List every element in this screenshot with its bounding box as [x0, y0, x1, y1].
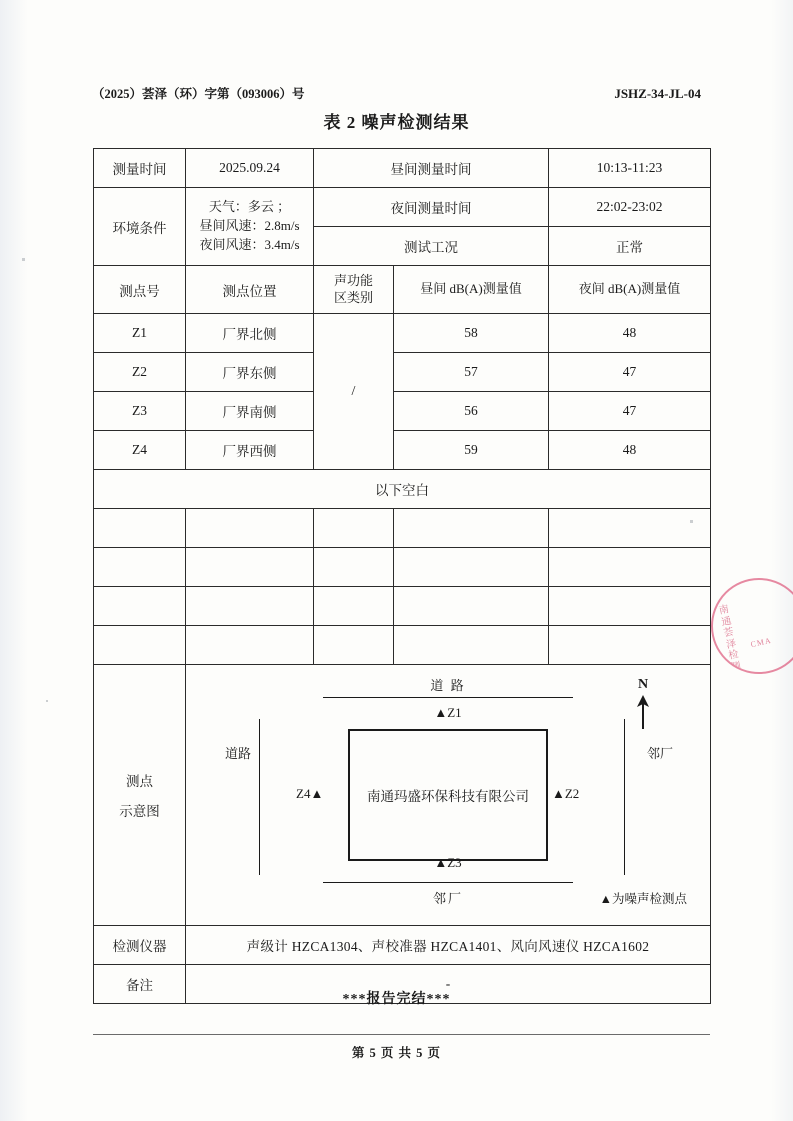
diagram-label-cell — [94, 665, 186, 926]
table-row — [94, 470, 711, 509]
empty-cell — [94, 509, 186, 548]
env-night-wind: 夜间风速：3.4m/s — [199, 236, 300, 252]
point-no: Z2 — [94, 353, 186, 392]
empty-cell — [186, 626, 314, 665]
diagram-road-top-line — [323, 697, 573, 698]
north-label: N — [637, 677, 649, 692]
scan-speck — [46, 700, 48, 702]
diagram-road-left-label: 道路 — [225, 746, 252, 761]
env-day-wind: 昼间风速：2.8m/s — [199, 218, 300, 234]
night-time-value: 22:02-23:02 — [549, 188, 711, 227]
site-layout-diagram — [186, 665, 711, 926]
table-row — [94, 548, 711, 587]
stamp-sub-text: CMA — [749, 635, 773, 650]
table-row — [94, 353, 711, 392]
noise-result-table — [93, 148, 711, 1004]
empty-cell — [186, 548, 314, 587]
zone-class-line1: 声功能 — [333, 273, 373, 289]
empty-cell — [94, 587, 186, 626]
zone-class-value: / — [314, 314, 394, 470]
night-measured-value: 47 — [549, 353, 711, 392]
factory-name-label: 南通玛盛环保科技有限公司 — [367, 789, 529, 804]
day-measured-value: 59 — [394, 431, 549, 470]
test-condition-label: 测试工况 — [314, 227, 549, 266]
north-indicator — [635, 677, 651, 734]
diagram-label-line1: 测点 — [126, 774, 153, 789]
diagram-label-line2: 示意图 — [119, 804, 160, 819]
empty-cell — [186, 509, 314, 548]
footer-divider — [93, 1034, 710, 1035]
measure-date-value: 2025.09.24 — [186, 149, 314, 188]
scan-speck — [690, 520, 693, 523]
night-time-label: 夜间测量时间 — [314, 188, 549, 227]
table-row — [94, 926, 711, 965]
diagram-neighbor-right-line — [624, 719, 625, 875]
report-number: （2025）荟泽（环）字第（093006）号 — [92, 87, 305, 101]
blank-below-note: 以下空白 — [94, 470, 711, 509]
day-measured-value: 57 — [394, 353, 549, 392]
official-stamp — [702, 569, 793, 683]
empty-cell — [394, 548, 549, 587]
diagram-point-z3: ▲Z3 — [434, 855, 462, 870]
point-no: Z4 — [94, 431, 186, 470]
diagram-point-z1: ▲Z1 — [434, 705, 462, 720]
point-location: 厂界西侧 — [186, 431, 314, 470]
day-time-label: 昼间测量时间 — [314, 149, 549, 188]
empty-cell — [186, 587, 314, 626]
table-header-row — [94, 266, 711, 314]
diagram-neighbor-right-label: 邻厂 — [647, 746, 674, 761]
remark-value: - — [186, 965, 711, 1004]
empty-cell — [394, 626, 549, 665]
empty-cell — [549, 509, 711, 548]
table-row — [94, 509, 711, 548]
column-header-day-value: 昼间 dB(A)测量值 — [394, 266, 549, 314]
zone-class-line2: 区类别 — [333, 289, 373, 305]
empty-cell — [394, 587, 549, 626]
diagram-road-top-label: 道 路 — [430, 678, 466, 693]
empty-cell — [314, 587, 394, 626]
table-row — [94, 587, 711, 626]
table-row — [94, 392, 711, 431]
night-measured-value: 48 — [549, 431, 711, 470]
column-header-night-value: 夜间 dB(A)测量值 — [549, 266, 711, 314]
point-location: 厂界北侧 — [186, 314, 314, 353]
table-row — [94, 188, 711, 227]
diagram-neighbor-bottom-line — [323, 882, 573, 883]
form-code: JSHZ-34-JL-04 — [614, 86, 701, 101]
empty-cell — [549, 587, 711, 626]
instrument-label: 检测仪器 — [94, 926, 186, 965]
empty-cell — [314, 509, 394, 548]
env-condition-value — [186, 188, 314, 266]
night-measured-value: 47 — [549, 392, 711, 431]
point-location: 厂界南侧 — [186, 392, 314, 431]
diagram-neighbor-bottom-label: 邻厂 — [432, 891, 464, 906]
scan-speck — [22, 258, 25, 261]
env-weather: 天气：多云 ； — [208, 199, 291, 215]
empty-cell — [314, 548, 394, 587]
stamp-text: 南通荟泽检测 — [717, 604, 742, 674]
column-header-point-no: 测点号 — [94, 266, 186, 314]
day-time-value: 10:13-11:23 — [549, 149, 711, 188]
instrument-value: 声级计 HZCA1304、声校准器 HZCA1401、风向风速仪 HZCA1602 — [186, 926, 711, 965]
empty-cell — [94, 626, 186, 665]
table-row — [94, 626, 711, 665]
remark-label: 备注 — [94, 965, 186, 1004]
measure-date-label: 测量时间 — [94, 149, 186, 188]
table-row — [94, 149, 711, 188]
page-title: 表 2 噪声检测结果 — [323, 113, 470, 132]
report-end-note: ***报告完结*** — [342, 992, 451, 1007]
table-row — [94, 314, 711, 353]
point-no: Z1 — [94, 314, 186, 353]
table-row — [94, 431, 711, 470]
empty-cell — [549, 626, 711, 665]
factory-boundary-box — [348, 729, 548, 861]
empty-cell — [94, 548, 186, 587]
column-header-zone-class — [314, 266, 394, 314]
page-number: 第 5 页 共 5 页 — [351, 1046, 442, 1060]
empty-cell — [314, 626, 394, 665]
diagram-road-left-line — [259, 719, 260, 875]
diagram-legend: ▲为噪声检测点 — [599, 892, 687, 906]
day-measured-value: 58 — [394, 314, 549, 353]
night-measured-value: 48 — [549, 314, 711, 353]
day-measured-value: 56 — [394, 392, 549, 431]
document-header — [92, 84, 701, 102]
empty-cell — [394, 509, 549, 548]
diagram-point-z4: Z4▲ — [296, 786, 324, 801]
diagram-point-z2: ▲Z2 — [552, 786, 580, 801]
column-header-point-location: 测点位置 — [186, 266, 314, 314]
env-condition-label: 环境条件 — [94, 188, 186, 266]
empty-cell — [549, 548, 711, 587]
point-location: 厂界东侧 — [186, 353, 314, 392]
table-row-diagram — [94, 665, 711, 926]
test-condition-value: 正常 — [549, 227, 711, 266]
north-arrow-icon — [635, 695, 651, 729]
point-no: Z3 — [94, 392, 186, 431]
